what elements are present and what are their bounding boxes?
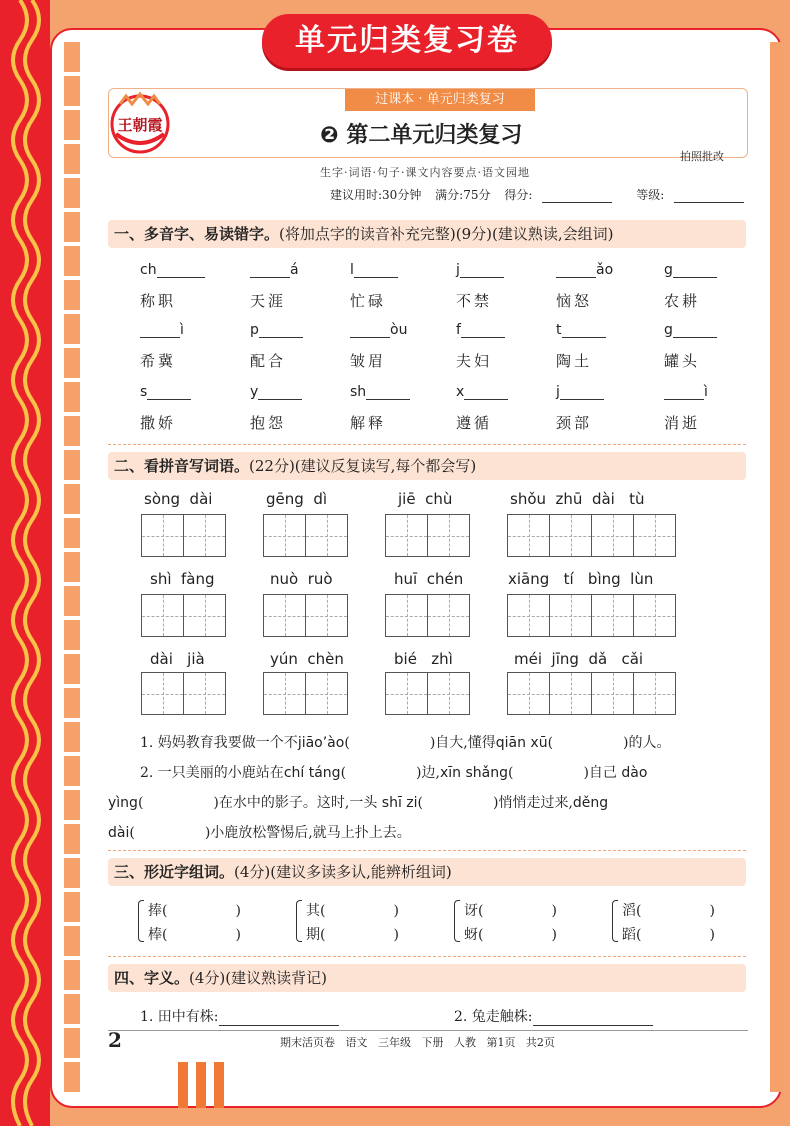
char-grid[interactable] xyxy=(385,514,469,557)
section-1-heading: 一、多音字、易读错字。(将加点字的读音补充完整)(9分)(建议熟读,会组词) xyxy=(108,220,746,248)
char-grid[interactable] xyxy=(141,594,225,637)
left-stripe xyxy=(64,42,80,1092)
logo xyxy=(106,90,174,154)
word: 忙碌 xyxy=(350,292,387,310)
char-pair: 讶( ) 蚜( ) xyxy=(454,900,574,944)
word: 皱眉 xyxy=(350,352,387,370)
pinyin-blank: g xyxy=(664,262,717,278)
sentence-2-cont: yìng( )在水中的影子。这时,一头 shī zi( )悄悄走过来,děng xyxy=(108,795,609,811)
divider xyxy=(108,444,746,445)
svg-text:王朝霞: 王朝霞 xyxy=(117,116,163,134)
left-wavy-border xyxy=(0,0,50,1126)
pinyin-blank: á xyxy=(250,262,299,278)
pinyin-blank: y xyxy=(250,384,302,400)
word: 天涯 xyxy=(250,292,287,310)
pinyin-blank: s xyxy=(140,384,191,400)
pinyin-blank: x xyxy=(456,384,508,400)
section-3-heading: 三、形近字组词。(4分)(建议多读多认,能辨析组词) xyxy=(108,858,746,886)
pinyin-label: huī chén xyxy=(394,570,464,588)
pinyin-blank: g xyxy=(664,322,717,338)
word: 抱怨 xyxy=(250,414,287,432)
word: 恼怒 xyxy=(556,292,593,310)
word: 解释 xyxy=(350,414,387,432)
word: 希冀 xyxy=(140,352,177,370)
pinyin-label: dài jià xyxy=(150,650,205,668)
char-grid[interactable] xyxy=(263,672,347,715)
word: 撒娇 xyxy=(140,414,177,432)
banner-title: 单元归类复习卷 xyxy=(262,14,552,68)
pinyin-blank: j xyxy=(556,384,604,400)
word: 颈部 xyxy=(556,414,593,432)
page-subtitle: 生字·词语·句子·课文内容要点·语文园地 xyxy=(320,166,530,179)
char-pair: 其( ) 期( ) xyxy=(296,900,416,944)
char-grid[interactable] xyxy=(507,672,675,715)
page-title: ❷ 第二单元归类复习 xyxy=(320,123,523,148)
char-grid[interactable] xyxy=(263,514,347,557)
char-grid[interactable] xyxy=(385,594,469,637)
section-4-heading: 四、字义。(4分)(建议熟读背记) xyxy=(108,964,746,992)
pinyin-label: shǒu zhū dài tù xyxy=(510,490,645,508)
pinyin-blank: j xyxy=(456,262,504,278)
word: 消逝 xyxy=(664,414,701,432)
pinyin-label: gēng dì xyxy=(266,490,328,508)
divider xyxy=(108,956,746,957)
pinyin-blank: p xyxy=(250,322,303,338)
pinyin-blank: f xyxy=(456,322,505,338)
char-grid[interactable] xyxy=(507,514,675,557)
pinyin-blank: òu xyxy=(350,322,407,338)
footer-text: 期末活页卷 语文 三年级 下册 人教 第1页 共2页 xyxy=(280,1036,555,1049)
definition-1: 1. 田中有株: xyxy=(140,1006,339,1026)
pinyin-blank: l xyxy=(350,262,398,278)
word: 称职 xyxy=(140,292,177,310)
word: 配合 xyxy=(250,352,287,370)
char-pair: 捧( ) 棒( ) xyxy=(138,900,258,944)
word: 不禁 xyxy=(456,292,493,310)
meta-line: 建议用时:30分钟 满分:75分 得分: 等级: xyxy=(330,186,764,203)
pinyin-blank: t xyxy=(556,322,606,338)
pinyin-label: bié zhì xyxy=(394,650,453,668)
pinyin-blank: ch xyxy=(140,262,205,278)
pinyin-label: xiāng tí bìng lùn xyxy=(508,570,654,588)
char-grid[interactable] xyxy=(141,672,225,715)
sentence-2-end: dài( )小鹿放松警惕后,就马上扑上去。 xyxy=(108,825,411,841)
divider xyxy=(108,850,746,851)
word: 夫妇 xyxy=(456,352,493,370)
definition-2: 2. 兔走触株: xyxy=(454,1006,653,1026)
decor-bars xyxy=(178,1062,224,1108)
word: 遵循 xyxy=(456,414,493,432)
pinyin-blank: ì xyxy=(664,384,708,400)
pinyin-blank: sh xyxy=(350,384,410,400)
char-grid[interactable] xyxy=(507,594,675,637)
pinyin-label: nuò ruò xyxy=(270,570,333,588)
right-stripe xyxy=(770,42,782,1092)
pinyin-blank: ì xyxy=(140,322,184,338)
char-grid[interactable] xyxy=(385,672,469,715)
char-grid[interactable] xyxy=(263,594,347,637)
sentence-2: 2. 一只美丽的小鹿站在chí táng( )边,xīn shǎng( )自己 dào xyxy=(140,765,648,781)
pinyin-label: shì fàng xyxy=(150,570,215,588)
word: 农耕 xyxy=(664,292,701,310)
char-pair: 滔( ) 蹈( ) xyxy=(612,900,732,944)
word: 陶土 xyxy=(556,352,593,370)
pinyin-label: jiē chù xyxy=(398,490,453,508)
photo-grade-label: 拍照批改 xyxy=(680,150,724,163)
word: 罐头 xyxy=(664,352,701,370)
header-tag: 过课本 · 单元归类复习 xyxy=(345,89,535,111)
pinyin-label: méi jīng dǎ cǎi xyxy=(514,650,644,668)
pinyin-label: sòng dài xyxy=(144,490,213,508)
pinyin-blank: ǎo xyxy=(556,262,613,278)
pinyin-label: yún chèn xyxy=(270,650,344,668)
section-2-heading: 二、看拼音写词语。(22分)(建议反复读写,每个都会写) xyxy=(108,452,746,480)
sentence-1: 1. 妈妈教育我要做一个不jiāo’ào( )自大,懂得qiān xū( )的人。 xyxy=(140,735,671,751)
char-grid[interactable] xyxy=(141,514,225,557)
page-number: 2 xyxy=(108,1028,122,1052)
